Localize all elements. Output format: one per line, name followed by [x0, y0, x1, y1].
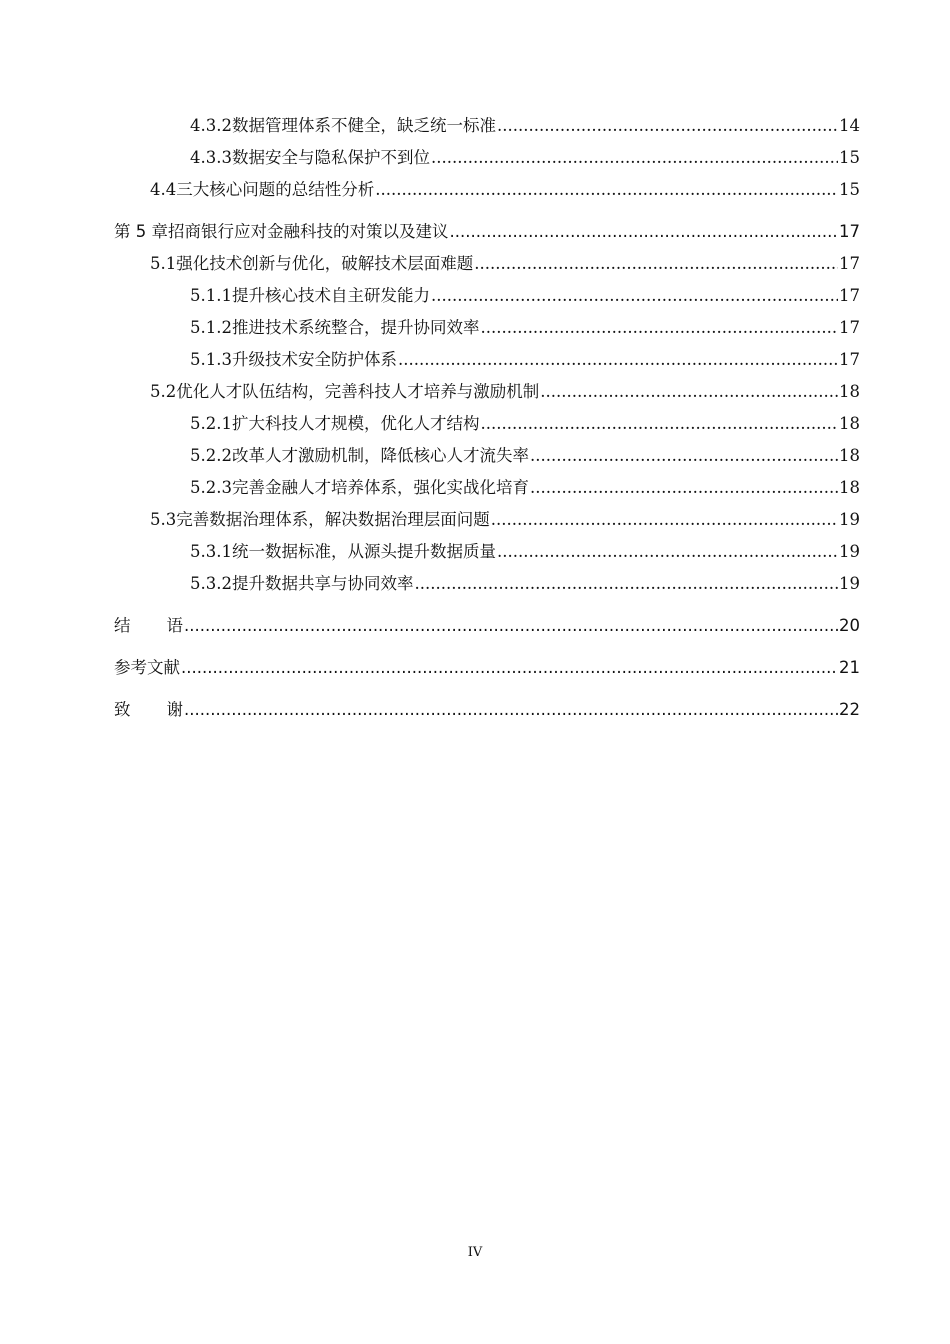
dot-leader — [431, 286, 838, 306]
toc-entry-number: 5.3.1 — [190, 542, 232, 561]
toc-entry-page: 18 — [839, 414, 860, 433]
toc-entry-4-3-2[interactable] — [114, 116, 860, 148]
page-number-footer: IV — [467, 1245, 483, 1260]
toc-entry-4-4[interactable] — [114, 180, 860, 212]
dot-leader — [414, 574, 838, 594]
toc-entry-page: 14 — [839, 116, 860, 135]
dot-leader — [530, 446, 838, 466]
toc-entry-page: 15 — [839, 180, 860, 199]
toc-entry-title: 优化人才队伍结构，完善科技人才培养与激励机制 — [176, 382, 540, 401]
toc-entry-title: 参考文献 — [114, 658, 180, 677]
toc-entry-page: 18 — [839, 446, 860, 465]
toc-entry-title: 三大核心问题的总结性分析 — [176, 180, 375, 199]
dot-leader — [184, 700, 838, 720]
toc-entry-number: 5.1 — [150, 254, 177, 273]
toc-entry-title: 招商银行应对金融科技的对策以及建议 — [168, 222, 449, 241]
toc-entry-page: 17 — [839, 254, 860, 273]
toc-entry-title — [114, 700, 183, 720]
toc-entry-5-1-1[interactable] — [114, 286, 860, 318]
dot-leader — [540, 382, 838, 402]
dot-leader — [431, 148, 838, 168]
toc-entry-5-2[interactable] — [114, 382, 860, 414]
toc-entry-number: 4.3.2 — [190, 116, 232, 135]
toc-conclusion[interactable] — [114, 616, 860, 648]
toc-entry-page: 18 — [839, 478, 860, 497]
conclusion-char-2: 语 — [166, 616, 183, 635]
toc-entry-title: 提升数据共享与协同效率 — [231, 574, 414, 593]
toc-entry-title — [114, 616, 183, 636]
toc-entry-5-2-1[interactable] — [114, 414, 860, 446]
toc-entry-5-2-2[interactable] — [114, 446, 860, 478]
toc-entry-title: 升级技术安全防护体系 — [231, 350, 397, 369]
toc-entry-page: 21 — [839, 658, 860, 677]
toc-entry-5-3-1[interactable] — [114, 542, 860, 574]
toc-entry-5-2-3[interactable] — [114, 478, 860, 510]
toc-entry-number: 4.4 — [150, 180, 177, 199]
toc-chapter-5[interactable] — [114, 222, 860, 254]
toc-entry-5-3-2[interactable] — [114, 574, 860, 606]
toc-entry-5-3[interactable] — [114, 510, 860, 542]
dot-leader — [181, 658, 838, 678]
toc-entry-4-3-3[interactable] — [114, 148, 860, 180]
toc-references[interactable] — [114, 658, 860, 690]
dot-leader — [398, 350, 838, 370]
ack-char-1: 致 — [114, 700, 131, 719]
toc-entry-title: 完善金融人才培养体系，强化实战化培育 — [231, 478, 529, 497]
toc-entry-page: 19 — [839, 574, 860, 593]
conclusion-char-1: 结 — [114, 616, 131, 635]
toc-entry-title: 提升核心技术自主研发能力 — [231, 286, 430, 305]
toc-entry-number: 5.2.3 — [190, 478, 232, 497]
toc-entry-number: 5.2.1 — [190, 414, 232, 433]
toc-entry-page: 17 — [839, 286, 860, 305]
dot-leader — [497, 116, 838, 136]
toc-entry-title: 扩大科技人才规模，优化人才结构 — [231, 414, 480, 433]
toc-entry-number: 5.3 — [150, 510, 177, 529]
toc-entry-title: 强化技术创新与优化，破解技术层面难题 — [176, 254, 474, 273]
toc-entry-number: 5.1.1 — [190, 286, 232, 305]
toc-entry-number: 第 5 章 — [114, 222, 168, 241]
dot-leader — [375, 180, 838, 200]
toc-entry-page: 22 — [839, 700, 860, 719]
ack-char-2: 谢 — [166, 700, 183, 719]
toc-entry-page: 20 — [839, 616, 860, 635]
dot-leader — [530, 478, 838, 498]
toc-entry-title: 统一数据标准，从源头提升数据质量 — [231, 542, 496, 561]
dot-leader — [184, 616, 838, 636]
toc-entry-title: 推进技术系统整合，提升协同效率 — [231, 318, 480, 337]
toc-entry-title: 完善数据治理体系，解决数据治理层面问题 — [176, 510, 490, 529]
toc-entry-title: 数据管理体系不健全，缺乏统一标准 — [231, 116, 496, 135]
toc-entry-number: 5.1.2 — [190, 318, 232, 337]
dot-leader — [480, 414, 838, 434]
dot-leader — [480, 318, 838, 338]
toc-entry-5-1[interactable] — [114, 254, 860, 286]
toc-entry-number: 5.3.2 — [190, 574, 232, 593]
toc-acknowledgements[interactable] — [114, 700, 860, 732]
toc-entry-number: 5.2.2 — [190, 446, 232, 465]
toc-entry-page: 19 — [839, 542, 860, 561]
toc-entry-page: 15 — [839, 148, 860, 167]
toc-entry-5-1-2[interactable] — [114, 318, 860, 350]
toc-entry-number: 5.1.3 — [190, 350, 232, 369]
dot-leader — [474, 254, 838, 274]
dot-leader — [450, 222, 839, 242]
toc-entry-page: 18 — [839, 382, 860, 401]
table-of-contents — [114, 116, 860, 732]
dot-leader — [497, 542, 838, 562]
toc-entry-title: 改革人才激励机制，降低核心人才流失率 — [231, 446, 529, 465]
toc-entry-page: 19 — [839, 510, 860, 529]
toc-entry-number: 5.2 — [150, 382, 177, 401]
dot-leader — [491, 510, 838, 530]
toc-entry-title: 数据安全与隐私保护不到位 — [231, 148, 430, 167]
toc-entry-page: 17 — [839, 318, 860, 337]
toc-entry-5-1-3[interactable] — [114, 350, 860, 382]
toc-entry-page: 17 — [839, 350, 860, 369]
toc-entry-page: 17 — [839, 222, 860, 241]
toc-entry-number: 4.3.3 — [190, 148, 232, 167]
